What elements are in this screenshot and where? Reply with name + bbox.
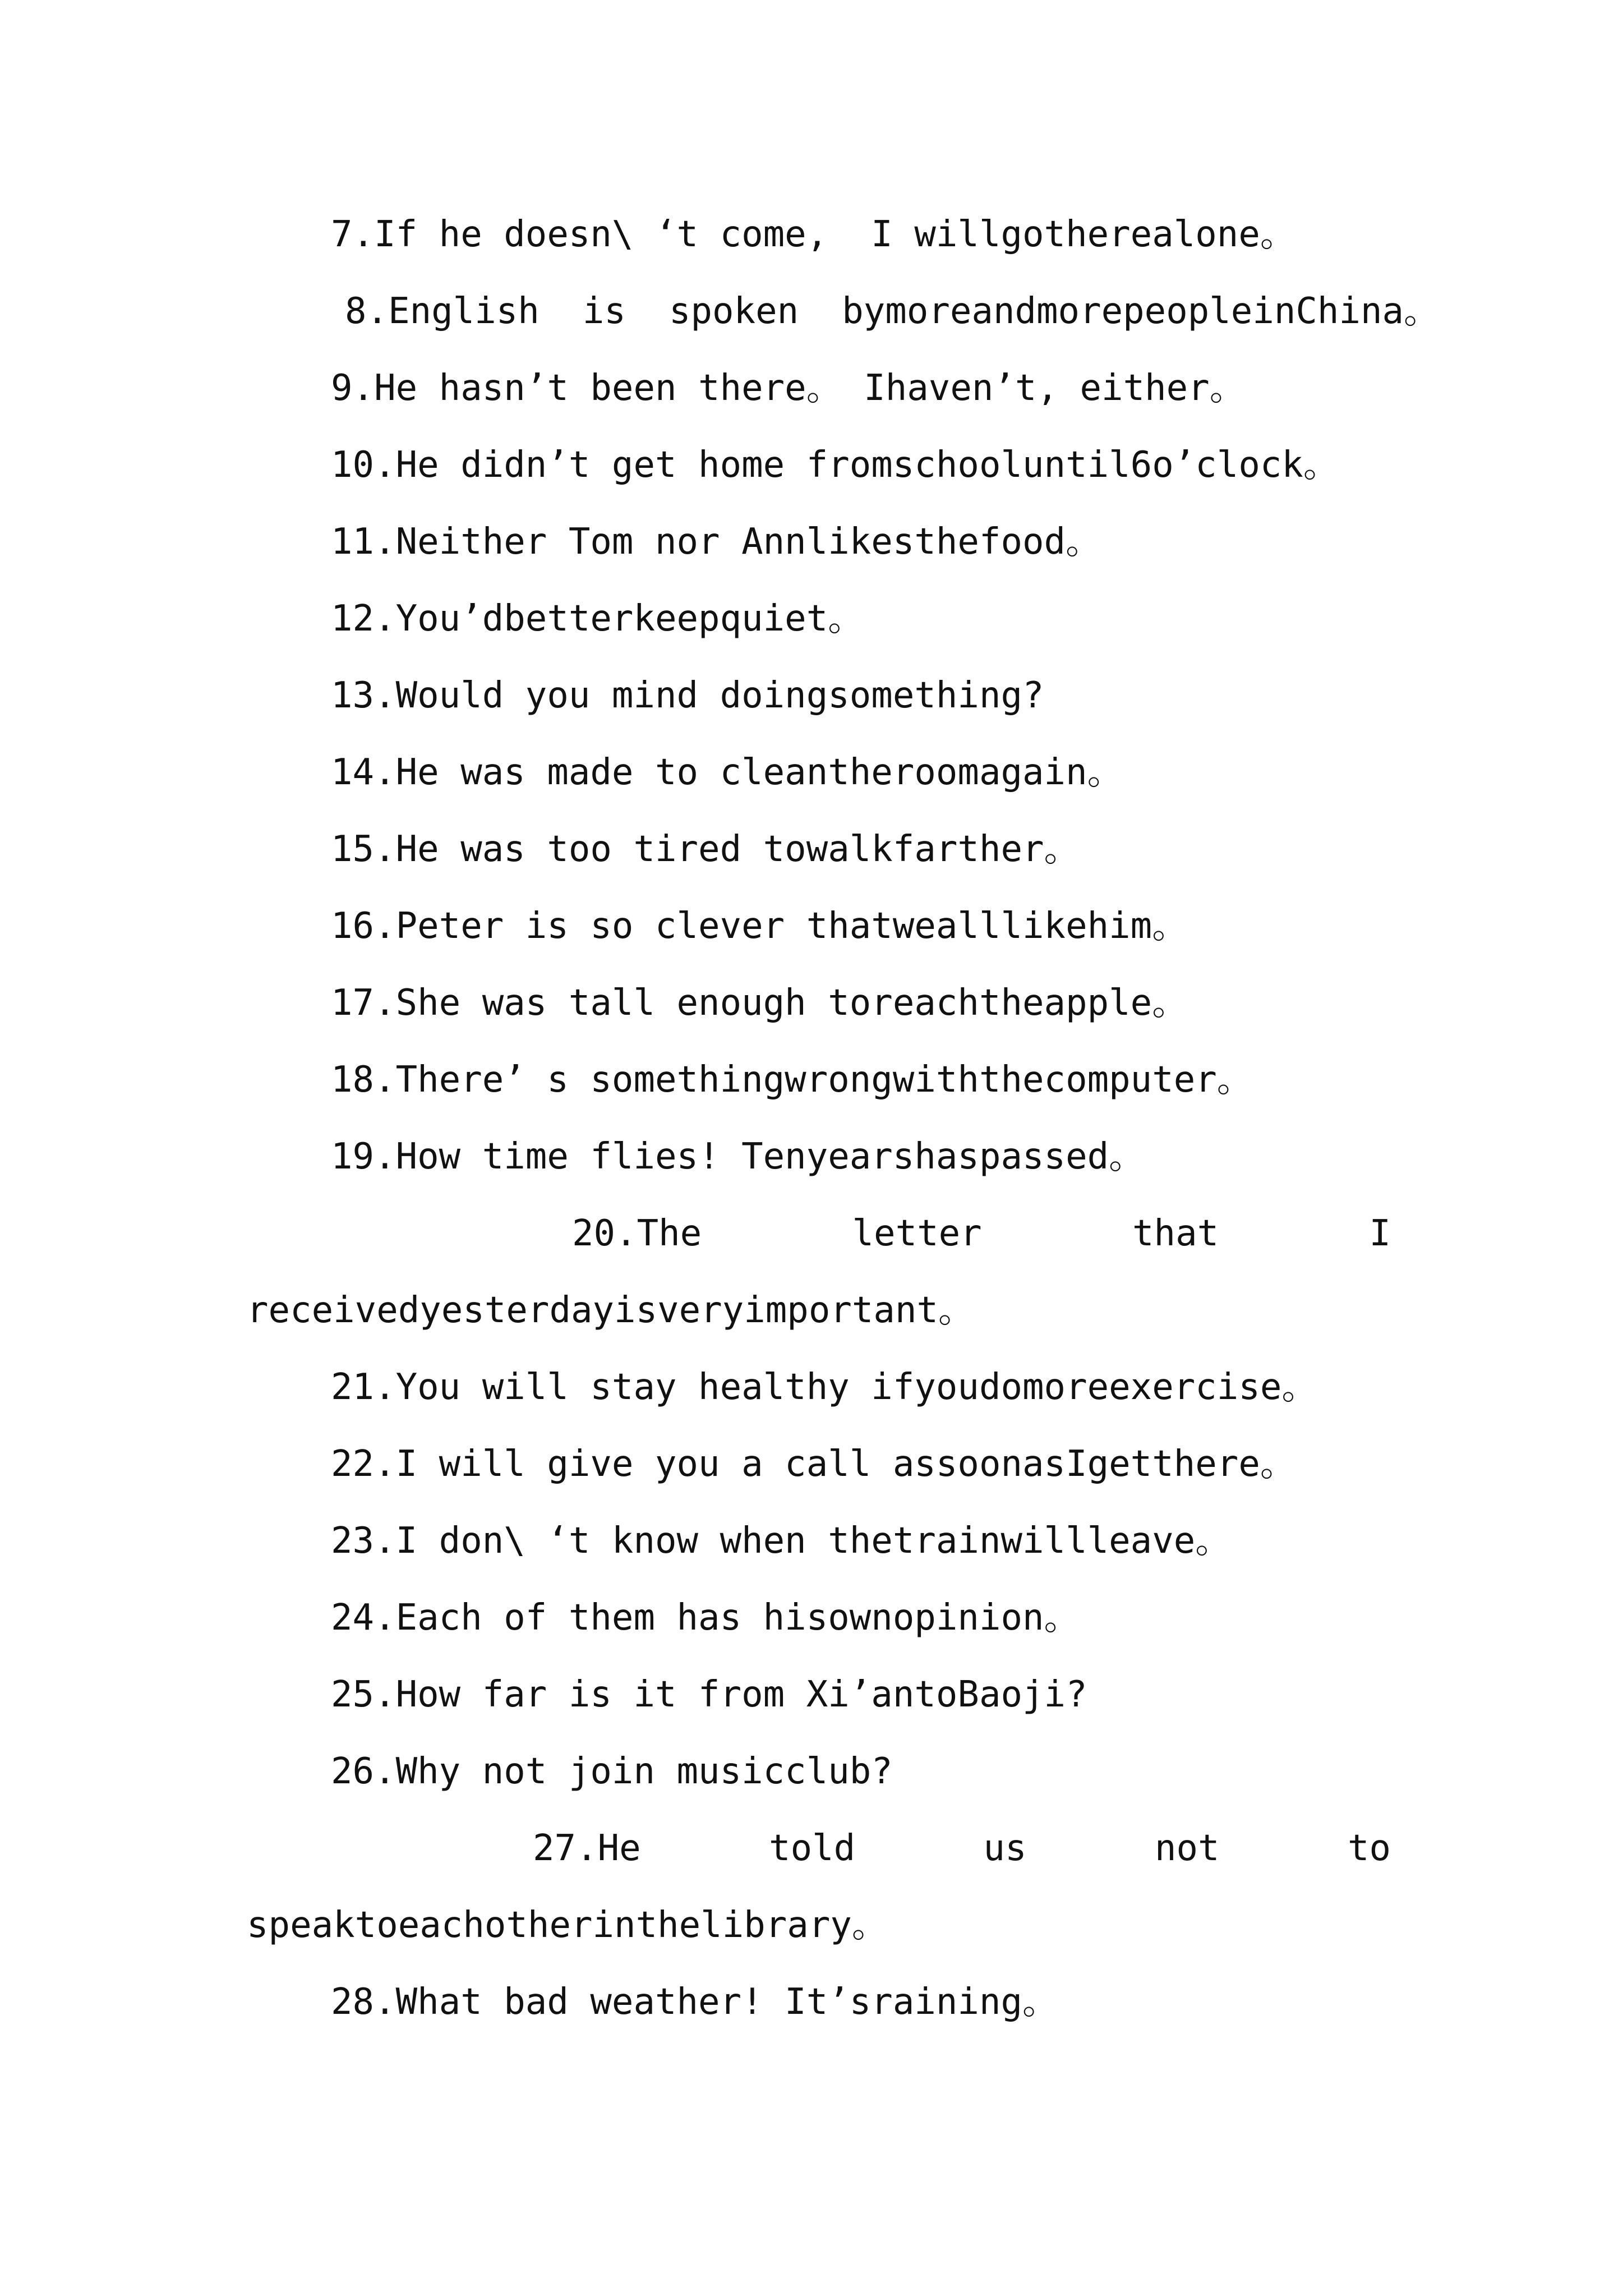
sentence-28: 28.What bad weather! It’sraining。	[331, 1981, 1058, 2023]
justified-words	[533, 1810, 1391, 1887]
sentence-16: 16.Peter is so clever thatwealllikehim。	[331, 905, 1188, 947]
word: letter	[852, 1213, 982, 1254]
word: 27.He	[533, 1828, 641, 1869]
sentence-23: 23.I don\ ‘t know when thetrainwillleave。	[331, 1520, 1232, 1562]
word: not	[1154, 1828, 1220, 1869]
sentence-25: 25.How far is it from Xi’antoBaoji?	[331, 1674, 1087, 1715]
sentence-22: 22.I will give you a call assoonasIgetthere。	[331, 1443, 1296, 1485]
sentence-18: 18.There’ s somethingwrongwiththecomputer。	[331, 1059, 1253, 1101]
sentence-17: 17.She was tall enough toreachtheapple。	[331, 982, 1188, 1024]
justified-words	[572, 1195, 1391, 1272]
word: to	[1347, 1828, 1391, 1869]
sentence-26: 26.Why not join musicclub?	[331, 1751, 893, 1792]
sentence-14: 14.He was made to cleantheroomagain。	[331, 752, 1123, 793]
word: us	[983, 1828, 1027, 1869]
sentence-20-continuation: receivedyesterdayisveryimportant。	[247, 1290, 974, 1331]
sentence-list	[247, 196, 1440, 2041]
sentence-9: 9.He hasn’t been there。 Ihaven’t, either。	[331, 367, 1246, 409]
sentence-11: 11.Neither Tom nor Annlikesthefood。	[331, 521, 1102, 563]
sentence-7: 7.If he doesn\ ‘t come, I willgotherealone。	[331, 214, 1296, 255]
sentence-12: 12.You’dbetterkeepquiet。	[331, 598, 864, 639]
sentence-27-continuation: speaktoeachotherinthelibrary。	[247, 1904, 888, 1946]
sentence-21: 21.You will stay healthy ifyoudomoreexercise。	[331, 1366, 1318, 1408]
sentence-10: 10.He didn’t get home fromschooluntil6o’clock。	[331, 444, 1339, 486]
sentence-15: 15.He was too tired towalkfarther。	[331, 829, 1080, 870]
sentence-20-first-line	[247, 1195, 1391, 1272]
word: told	[769, 1828, 856, 1869]
sentence-8: 8.English is spoken bymoreandmorepeopleinChina。	[345, 291, 1440, 332]
word: 20.The	[572, 1213, 702, 1254]
word: I	[1369, 1213, 1391, 1254]
sentence-19: 19.How time flies! Tenyearshaspassed。	[331, 1136, 1145, 1177]
sentence-24: 24.Each of them has hisownopinion。	[331, 1597, 1080, 1639]
word: that	[1132, 1213, 1219, 1254]
sentence-27-first-line	[247, 1810, 1391, 1887]
sentence-13: 13.Would you mind doingsomething?	[331, 675, 1044, 716]
